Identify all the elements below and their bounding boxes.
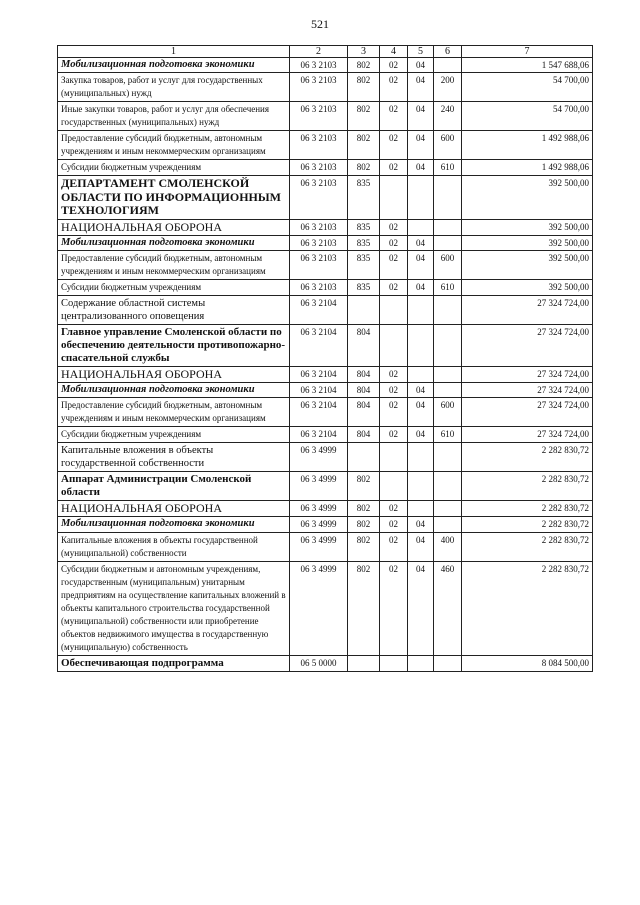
department-code: 804 (348, 383, 380, 398)
section-code: 02 (380, 517, 408, 532)
row-name: Обеспечивающая подпрограмма (58, 655, 290, 671)
target-article-code: 06 3 2104 (290, 325, 348, 367)
row-name: Иные закупки товаров, работ и услуг для обеспечения государственных (муниципальных) нужд (58, 102, 290, 131)
section-code: 02 (380, 427, 408, 443)
department-code: 802 (348, 73, 380, 102)
target-article-code: 06 3 2104 (290, 398, 348, 427)
row-name: Мобилизационная подготовка экономики (58, 58, 290, 73)
subsection-code: 04 (408, 160, 434, 176)
table-row (58, 296, 593, 325)
target-article-code: 06 3 4999 (290, 472, 348, 501)
subsection-code: 04 (408, 251, 434, 280)
expense-type-code (434, 655, 462, 671)
section-code: 02 (380, 398, 408, 427)
subsection-code: 04 (408, 131, 434, 160)
row-name: ДЕПАРТАМЕНТ СМОЛЕНСКОЙ ОБЛАСТИ ПО ИНФОРМАЦИОННЫМ ТЕХНОЛОГИЯМ (58, 176, 290, 220)
department-code: 802 (348, 501, 380, 517)
amount: 27 324 724,00 (462, 427, 593, 443)
subsection-code: 04 (408, 58, 434, 73)
section-code: 02 (380, 58, 408, 73)
expense-type-code (434, 296, 462, 325)
amount: 392 500,00 (462, 235, 593, 250)
expense-type-code (434, 58, 462, 73)
section-code: 02 (380, 102, 408, 131)
department-code: 804 (348, 427, 380, 443)
expense-type-code (434, 367, 462, 383)
subsection-code (408, 655, 434, 671)
amount: 27 324 724,00 (462, 383, 593, 398)
amount: 2 282 830,72 (462, 561, 593, 655)
subsection-code (408, 219, 434, 235)
target-article-code: 06 3 4999 (290, 517, 348, 532)
department-code: 802 (348, 517, 380, 532)
subsection-code (408, 472, 434, 501)
table-row (58, 251, 593, 280)
table-row (58, 235, 593, 250)
department-code: 802 (348, 131, 380, 160)
section-code: 02 (380, 367, 408, 383)
row-name: Субсидии бюджетным учреждениям (58, 427, 290, 443)
amount: 2 282 830,72 (462, 472, 593, 501)
section-code (380, 176, 408, 220)
expense-type-code (434, 219, 462, 235)
department-code: 835 (348, 235, 380, 250)
row-name: Главное управление Смоленской области по обеспечению деятельности противопожарно-спасательной службы (58, 325, 290, 367)
subsection-code: 04 (408, 561, 434, 655)
expense-type-code (434, 325, 462, 367)
section-code: 02 (380, 532, 408, 561)
row-name: НАЦИОНАЛЬНАЯ ОБОРОНА (58, 219, 290, 235)
table-row (58, 655, 593, 671)
table-row (58, 73, 593, 102)
expense-type-code: 400 (434, 532, 462, 561)
target-article-code: 06 3 4999 (290, 501, 348, 517)
department-code: 835 (348, 280, 380, 296)
amount: 27 324 724,00 (462, 296, 593, 325)
target-article-code: 06 3 2103 (290, 160, 348, 176)
amount: 392 500,00 (462, 219, 593, 235)
row-name: Субсидии бюджетным и автономным учреждениям, государственным (муниципальным) унитарным предприятиям на осуществление капитальных вложений в объекты капитального строительства государственной (муниципальной) собственности или приобретение объектов недвижимого имущества в государственную (муниципальную) собственность (58, 561, 290, 655)
table-row (58, 219, 593, 235)
table-row (58, 472, 593, 501)
table-row (58, 501, 593, 517)
subsection-code (408, 443, 434, 472)
section-code: 02 (380, 160, 408, 176)
section-code: 02 (380, 251, 408, 280)
row-name: Субсидии бюджетным учреждениям (58, 280, 290, 296)
target-article-code: 06 3 4999 (290, 532, 348, 561)
row-name: НАЦИОНАЛЬНАЯ ОБОРОНА (58, 501, 290, 517)
amount: 27 324 724,00 (462, 367, 593, 383)
subsection-code (408, 176, 434, 220)
subsection-code (408, 367, 434, 383)
row-name: Предоставление субсидий бюджетным, автономным учреждениям и иным некоммерческим организациям (58, 131, 290, 160)
expense-type-code: 610 (434, 280, 462, 296)
department-code: 835 (348, 219, 380, 235)
expense-type-code: 610 (434, 160, 462, 176)
section-code (380, 655, 408, 671)
section-code (380, 296, 408, 325)
subsection-code (408, 296, 434, 325)
target-article-code: 06 3 4999 (290, 561, 348, 655)
amount: 27 324 724,00 (462, 398, 593, 427)
department-code: 802 (348, 58, 380, 73)
amount: 392 500,00 (462, 176, 593, 220)
column-number-row (58, 46, 593, 58)
row-name: Капитальные вложения в объекты государственной (муниципальной) собственности (58, 532, 290, 561)
department-code: 802 (348, 160, 380, 176)
table-row (58, 58, 593, 73)
row-name: Мобилизационная подготовка экономики (58, 235, 290, 250)
amount: 2 282 830,72 (462, 501, 593, 517)
target-article-code: 06 3 4999 (290, 443, 348, 472)
subsection-code: 04 (408, 517, 434, 532)
amount: 8 084 500,00 (462, 655, 593, 671)
section-code: 02 (380, 501, 408, 517)
table-row (58, 325, 593, 367)
section-code: 02 (380, 280, 408, 296)
section-code (380, 325, 408, 367)
expense-type-code (434, 235, 462, 250)
amount: 2 282 830,72 (462, 532, 593, 561)
row-name: Содержание областной системы централизованного оповещения (58, 296, 290, 325)
target-article-code: 06 5 0000 (290, 655, 348, 671)
amount: 54 700,00 (462, 102, 593, 131)
target-article-code: 06 3 2103 (290, 280, 348, 296)
section-code (380, 443, 408, 472)
department-code: 804 (348, 367, 380, 383)
target-article-code: 06 3 2103 (290, 235, 348, 250)
expense-type-code (434, 517, 462, 532)
expense-type-code: 460 (434, 561, 462, 655)
amount: 27 324 724,00 (462, 325, 593, 367)
target-article-code: 06 3 2104 (290, 296, 348, 325)
section-code: 02 (380, 131, 408, 160)
table-row (58, 131, 593, 160)
target-article-code: 06 3 2103 (290, 219, 348, 235)
row-name: Мобилизационная подготовка экономики (58, 383, 290, 398)
amount: 2 282 830,72 (462, 443, 593, 472)
expense-type-code: 600 (434, 398, 462, 427)
department-code: 802 (348, 561, 380, 655)
column-number: 1 (58, 46, 290, 58)
subsection-code (408, 325, 434, 367)
subsection-code: 04 (408, 383, 434, 398)
department-code: 802 (348, 472, 380, 501)
column-number: 2 (290, 46, 348, 58)
expense-type-code: 200 (434, 73, 462, 102)
subsection-code (408, 501, 434, 517)
department-code: 802 (348, 102, 380, 131)
department-code (348, 296, 380, 325)
column-number: 6 (434, 46, 462, 58)
section-code: 02 (380, 235, 408, 250)
expense-type-code: 600 (434, 251, 462, 280)
column-number: 3 (348, 46, 380, 58)
row-name: Закупка товаров, работ и услуг для государственных (муниципальных) нужд (58, 73, 290, 102)
expense-type-code: 240 (434, 102, 462, 131)
amount: 392 500,00 (462, 280, 593, 296)
amount: 1 492 988,06 (462, 160, 593, 176)
department-code: 804 (348, 398, 380, 427)
department-code: 802 (348, 532, 380, 561)
table-row (58, 367, 593, 383)
table-row (58, 176, 593, 220)
department-code: 804 (348, 325, 380, 367)
target-article-code: 06 3 2103 (290, 73, 348, 102)
expense-type-code (434, 472, 462, 501)
expense-type-code (434, 383, 462, 398)
table-row (58, 398, 593, 427)
page-number: 521 (311, 17, 329, 31)
amount: 2 282 830,72 (462, 517, 593, 532)
table-row (58, 517, 593, 532)
amount: 54 700,00 (462, 73, 593, 102)
column-number: 7 (462, 46, 593, 58)
section-code: 02 (380, 383, 408, 398)
department-code (348, 443, 380, 472)
department-code (348, 655, 380, 671)
amount: 392 500,00 (462, 251, 593, 280)
table-row (58, 443, 593, 472)
expense-type-code (434, 501, 462, 517)
row-name: Капитальные вложения в объекты государственной собственности (58, 443, 290, 472)
department-code: 835 (348, 251, 380, 280)
subsection-code: 04 (408, 280, 434, 296)
column-number: 5 (408, 46, 434, 58)
subsection-code: 04 (408, 235, 434, 250)
target-article-code: 06 3 2104 (290, 367, 348, 383)
subsection-code: 04 (408, 532, 434, 561)
row-name: Предоставление субсидий бюджетным, автономным учреждениям и иным некоммерческим организациям (58, 398, 290, 427)
table-row (58, 280, 593, 296)
table-row (58, 532, 593, 561)
target-article-code: 06 3 2103 (290, 102, 348, 131)
section-code (380, 472, 408, 501)
subsection-code: 04 (408, 102, 434, 131)
target-article-code: 06 3 2103 (290, 176, 348, 220)
table-row (58, 383, 593, 398)
row-name: НАЦИОНАЛЬНАЯ ОБОРОНА (58, 367, 290, 383)
amount: 1 492 988,06 (462, 131, 593, 160)
target-article-code: 06 3 2104 (290, 427, 348, 443)
row-name: Аппарат Администрации Смоленской области (58, 472, 290, 501)
table-row (58, 561, 593, 655)
table-row (58, 427, 593, 443)
section-code: 02 (380, 219, 408, 235)
table-row (58, 102, 593, 131)
target-article-code: 06 3 2103 (290, 251, 348, 280)
row-name: Мобилизационная подготовка экономики (58, 517, 290, 532)
subsection-code: 04 (408, 427, 434, 443)
target-article-code: 06 3 2103 (290, 131, 348, 160)
section-code: 02 (380, 73, 408, 102)
row-name: Предоставление субсидий бюджетным, автономным учреждениям и иным некоммерческим организациям (58, 251, 290, 280)
department-code: 835 (348, 176, 380, 220)
row-name: Субсидии бюджетным учреждениям (58, 160, 290, 176)
amount: 1 547 688,06 (462, 58, 593, 73)
expense-type-code: 610 (434, 427, 462, 443)
column-number: 4 (380, 46, 408, 58)
target-article-code: 06 3 2104 (290, 383, 348, 398)
table-row (58, 160, 593, 176)
section-code: 02 (380, 561, 408, 655)
expense-type-code (434, 443, 462, 472)
budget-table (57, 45, 593, 672)
expense-type-code: 600 (434, 131, 462, 160)
target-article-code: 06 3 2103 (290, 58, 348, 73)
subsection-code: 04 (408, 398, 434, 427)
expense-type-code (434, 176, 462, 220)
subsection-code: 04 (408, 73, 434, 102)
